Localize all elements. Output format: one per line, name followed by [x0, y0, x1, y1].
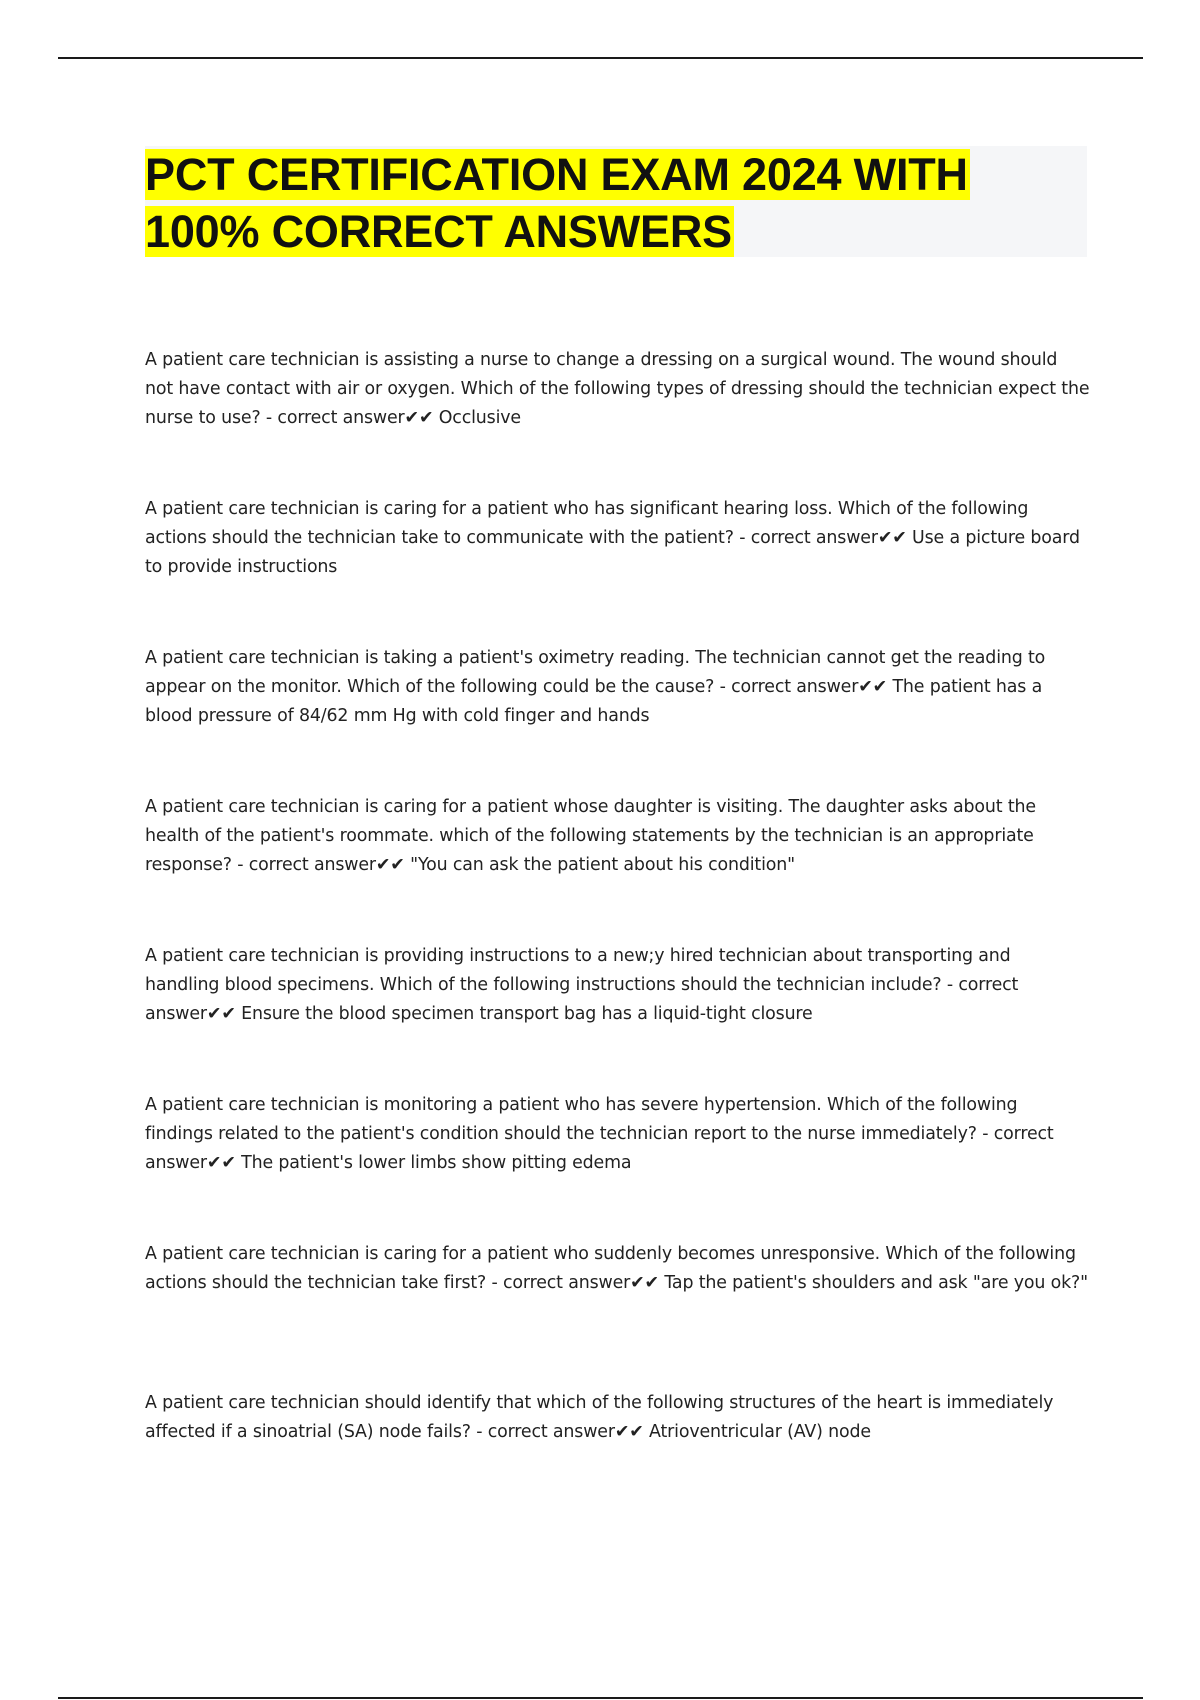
answer-separator: - correct answer✔✔ — [145, 1124, 1054, 1173]
qa-text — [145, 1389, 1090, 1447]
qa-item — [145, 793, 1090, 942]
answer-separator: - correct answer✔✔ — [470, 1422, 650, 1442]
answer-separator: - correct answer✔✔ — [260, 408, 439, 428]
answer-text: "You can ask the patient about his condition" — [410, 855, 795, 875]
answer-text: Ensure the blood specimen transport bag has a liquid-tight closure — [241, 1004, 813, 1024]
title-block — [145, 146, 1087, 257]
question-text: A patient care technician is caring for a patient who has significant hearing loss. Which of the following actions should the technician take to communicate with the patient? — [145, 499, 1029, 548]
document-title — [145, 146, 1087, 260]
title-line-2: 100% CORRECT ANSWERS — [145, 206, 732, 257]
answer-text: Occlusive — [438, 408, 521, 428]
qa-text — [145, 346, 1090, 433]
qa-item — [145, 942, 1090, 1091]
title-line-1: PCT CERTIFICATION EXAM 2024 WITH — [145, 149, 968, 200]
question-text: A patient care technician is providing instructions to a new;y hired technician about transporting and handling blood specimens. Which of the following instructions should the technician include? — [145, 946, 1011, 995]
qa-text — [145, 495, 1090, 582]
header-rule — [58, 57, 1143, 59]
question-text: A patient care technician is caring for a patient whose daughter is visiting. The daughter asks about the health of the patient's roommate. which of the following statements by the technician is an appropriate response? — [145, 797, 1036, 875]
qa-item — [145, 1240, 1090, 1389]
answer-text: Atrioventricular (AV) node — [649, 1422, 871, 1442]
answer-separator: - correct answer✔✔ — [714, 677, 893, 697]
answer-text: The patient's lower limbs show pitting edema — [241, 1153, 632, 1173]
qa-item — [145, 495, 1090, 644]
answer-separator: - correct answer✔✔ — [145, 975, 1019, 1024]
qa-item — [145, 644, 1090, 793]
question-list — [145, 346, 1090, 1538]
qa-text — [145, 644, 1090, 731]
question-text: A patient care technician is monitoring a patient who has severe hypertension. Which of the following findings related to the patient's condition should the technician report to the nurse immediately? — [145, 1095, 1018, 1144]
qa-text — [145, 1091, 1090, 1178]
answer-separator: - correct answer✔✔ — [231, 855, 411, 875]
answer-separator: - correct answer✔✔ — [486, 1273, 665, 1293]
answer-text: Tap the patient's shoulders and ask "are you ok?" — [664, 1273, 1088, 1293]
qa-item — [145, 1389, 1090, 1538]
answer-text: The patient has a blood pressure of 84/62 mm Hg with cold finger and hands — [145, 677, 1043, 726]
question-text: A patient care technician should identify that which of the following structures of the heart is immediately affected if a sinoatrial (SA) node fails? — [145, 1393, 1054, 1442]
answer-text: Use a picture board to provide instructions — [145, 528, 1080, 577]
question-text: A patient care technician is taking a patient's oximetry reading. The technician cannot get the reading to appear on the monitor. Which of the following could be the cause? — [145, 648, 1046, 697]
qa-text — [145, 942, 1090, 1029]
qa-text — [145, 793, 1090, 880]
qa-item — [145, 1091, 1090, 1240]
question-text: A patient care technician is assisting a nurse to change a dressing on a surgical wound. The wound should not have contact with air or oxygen. Which of the following types of dressing should the technician expect the nurse to use? — [145, 350, 1090, 428]
qa-item — [145, 346, 1090, 495]
question-text: A patient care technician is caring for a patient who suddenly becomes unresponsive. Which of the following actions should the technician take first? — [145, 1244, 1076, 1293]
qa-text — [145, 1240, 1090, 1298]
footer-rule — [58, 1697, 1143, 1699]
answer-separator: - correct answer✔✔ — [733, 528, 913, 548]
